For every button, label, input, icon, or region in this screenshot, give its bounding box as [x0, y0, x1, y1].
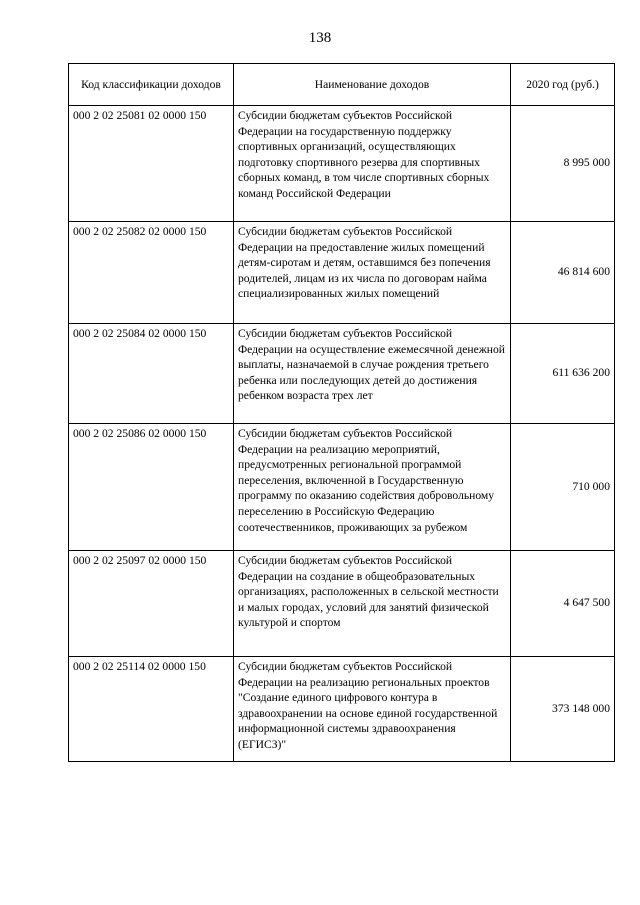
row-amount: 46 814 600: [511, 222, 615, 324]
row-code: 000 2 02 25081 02 0000 150: [69, 106, 234, 222]
table-row: [69, 324, 615, 424]
row-amount: 8 995 000: [511, 106, 615, 222]
table-row: [69, 657, 615, 762]
row-amount: 4 647 500: [511, 551, 615, 657]
table-row: [69, 551, 615, 657]
row-code: 000 2 02 25114 02 0000 150: [69, 657, 234, 762]
row-name: Субсидии бюджетам субъектов Российской Федерации на реализацию региональных проектов "Создание единого цифрового контура в здравоохранении на основе единой государственной информационной системы здравоохранения (ЕГИСЗ)": [234, 657, 511, 762]
row-name: Субсидии бюджетам субъектов Российской Федерации на осуществление ежемесячной денежной выплаты, назначаемой в случае рождения третьего ребенка или последующих детей до достижения ребенком возраста трех лет: [234, 324, 511, 424]
header-amount: 2020 год (руб.): [511, 64, 615, 106]
table-row: [69, 222, 615, 324]
table-row: [69, 106, 615, 222]
row-amount: 373 148 000: [511, 657, 615, 762]
row-name: Субсидии бюджетам субъектов Российской Федерации на создание в общеобразовательных организациях, расположенных в сельской местности и малых городах, условий для занятий физической культурой и спортом: [234, 551, 511, 657]
page-number: 138: [308, 30, 332, 46]
row-code: 000 2 02 25084 02 0000 150: [69, 324, 234, 424]
header-code: Код классификации доходов: [69, 64, 234, 106]
table-header-row: [69, 64, 615, 106]
row-amount: 710 000: [511, 424, 615, 551]
row-code: 000 2 02 25086 02 0000 150: [69, 424, 234, 551]
row-name: Субсидии бюджетам субъектов Российской Федерации на реализацию мероприятий, предусмотренных региональной программой переселения, включенной в Государственную программу по оказанию содействия добровольному переселению в Российскую Федерацию соотечественников, проживающих за рубежом: [234, 424, 511, 551]
row-name: Субсидии бюджетам субъектов Российской Федерации на государственную поддержку спортивных организаций, осуществляющих подготовку спортивного резерва для спортивных сборных команд, в том числе спортивных сборных команд Российской Федерации: [234, 106, 511, 222]
row-name: Субсидии бюджетам субъектов Российской Федерации на предоставление жилых помещений детям-сиротам и детям, оставшимся без попечения родителей, лицам из их числа по договорам найма специализированных жилых помещений: [234, 222, 511, 324]
row-amount: 611 636 200: [511, 324, 615, 424]
table-row: [69, 424, 615, 551]
header-name: Наименование доходов: [234, 64, 511, 106]
revenue-table: [68, 63, 615, 762]
row-code: 000 2 02 25097 02 0000 150: [69, 551, 234, 657]
row-code: 000 2 02 25082 02 0000 150: [69, 222, 234, 324]
